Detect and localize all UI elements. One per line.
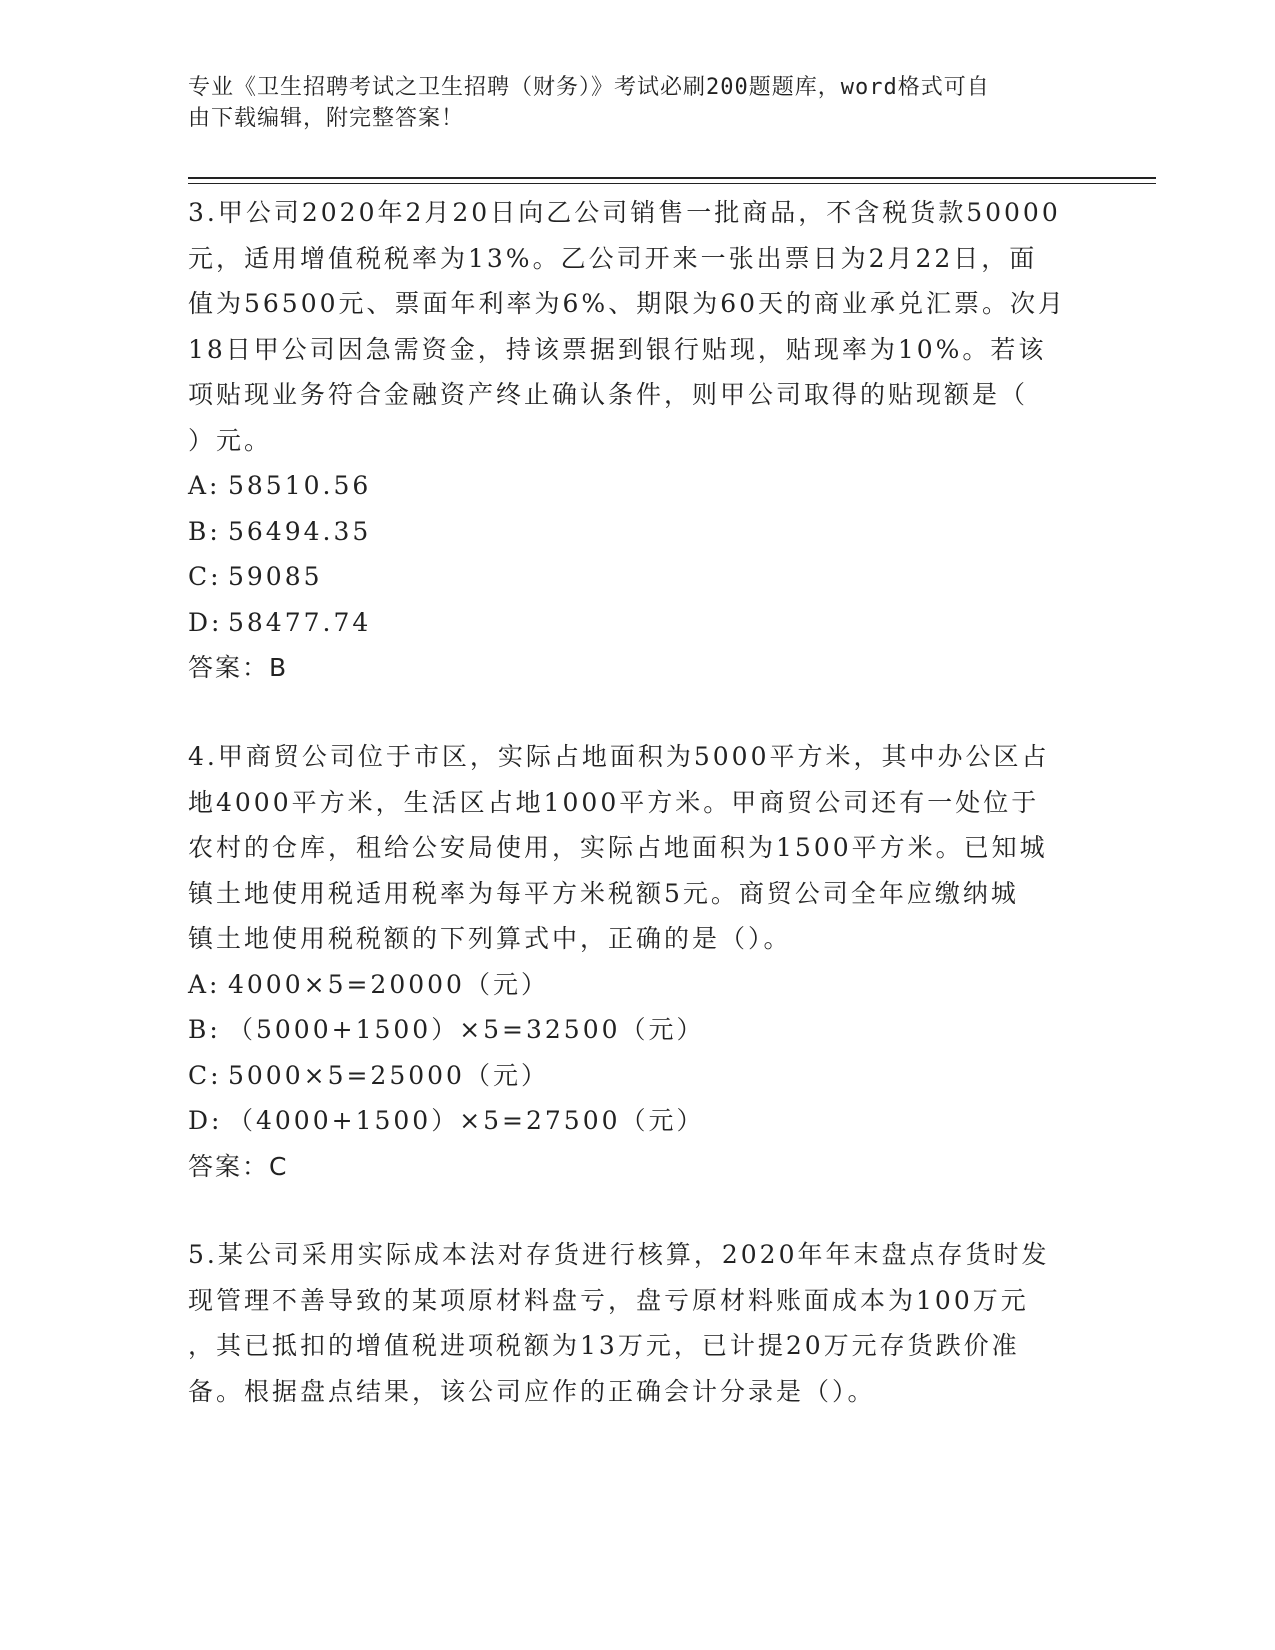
question-4-option-d <box>188 1098 1088 1144</box>
question-3-option-c <box>188 554 1088 600</box>
question-3-line-1: 3.甲公司2020年2月20日向乙公司销售一批商品，不含税货款50000 <box>188 198 1061 227</box>
header-line-1: 专业《卫生招聘考试之卫生招聘（财务）》考试必刷200题题库，word格式可自 <box>188 75 990 100</box>
question-4-line-1: 4.甲商贸公司位于市区，实际占地面积为5000平方米，其中办公区占 <box>188 742 1050 771</box>
option-text: 58510.56 <box>228 471 372 500</box>
option-text: 58477.74 <box>228 607 372 637</box>
option-key: D: <box>188 607 223 637</box>
header-divider-thin <box>188 183 1156 184</box>
option-text: （5000+1500）×5=32500（元） <box>228 1015 705 1044</box>
question-5-line-1: 5.某公司采用实际成本法对存货进行核算，2020年年末盘点存货时发 <box>188 1240 1050 1269</box>
document-header <box>188 72 1068 134</box>
option-key: B: <box>188 1015 221 1044</box>
question-3-line-6: ）元。 <box>188 425 273 455</box>
option-text: 4000×5=20000（元） <box>228 969 549 999</box>
option-text: 56494.35 <box>228 516 372 546</box>
question-3-line-2: 元，适用增值税税率为13%。乙公司开来一张出票日为2月22日，面 <box>188 243 1038 273</box>
option-key: C: <box>188 1060 222 1090</box>
question-4-line-2: 地4000平方米，生活区占地1000平方米。甲商贸公司还有一处位于 <box>188 787 1040 817</box>
question-4-line-3: 农村的仓库，租给公安局使用，实际占地面积为1500平方米。已知城 <box>188 833 1048 862</box>
question-5-line-4: 备。根据盘点结果，该公司应作的正确会计分录是（）。 <box>188 1376 876 1406</box>
header-line-2: 由下载编辑，附完整答案！ <box>188 106 465 131</box>
question-3-option-a <box>188 463 1088 509</box>
question-4-line-4: 镇土地使用税适用税率为每平方米税额5元。商贸公司全年应缴纳城 <box>188 878 1019 908</box>
question-3-option-d <box>188 600 1088 646</box>
question-4 <box>188 734 1088 1189</box>
question-5-line-3: ，其已抵扣的增值税进项税额为13万元，已计提20万元存货跌价准 <box>188 1331 1020 1360</box>
question-4-option-b <box>188 1007 1088 1053</box>
option-key: D: <box>188 1106 223 1135</box>
question-3 <box>188 190 1088 691</box>
option-key: C: <box>188 562 222 591</box>
header-divider-thick <box>188 177 1156 179</box>
question-3-line-5: 项贴现业务符合金融资产终止确认条件，则甲公司取得的贴现额是（ <box>188 380 1029 409</box>
question-3-option-b <box>188 509 1088 555</box>
option-text: 5000×5=25000（元） <box>228 1060 549 1090</box>
question-5 <box>188 1232 1088 1414</box>
question-4-option-a <box>188 962 1088 1008</box>
question-3-line-4: 18日甲公司因急需资金，持该票据到银行贴现，贴现率为10%。若该 <box>188 334 1047 364</box>
question-4-option-c <box>188 1053 1088 1099</box>
question-4-answer: 答案：C <box>188 1151 289 1181</box>
option-key: A: <box>188 969 221 999</box>
question-3-line-3: 值为56500元、票面年利率为6%、期限为60天的商业承兑汇票。次月 <box>188 289 1067 318</box>
option-text: 59085 <box>228 562 323 591</box>
question-5-line-2: 现管理不善导致的某项原材料盘亏，盘亏原材料账面成本为100万元 <box>188 1285 1029 1315</box>
question-3-answer: 答案：B <box>188 653 289 682</box>
question-4-line-5: 镇土地使用税税额的下列算式中，正确的是（）。 <box>188 924 792 953</box>
option-key: B: <box>188 516 221 546</box>
option-text: （4000+1500）×5=27500（元） <box>228 1106 705 1135</box>
option-key: A: <box>188 471 221 500</box>
